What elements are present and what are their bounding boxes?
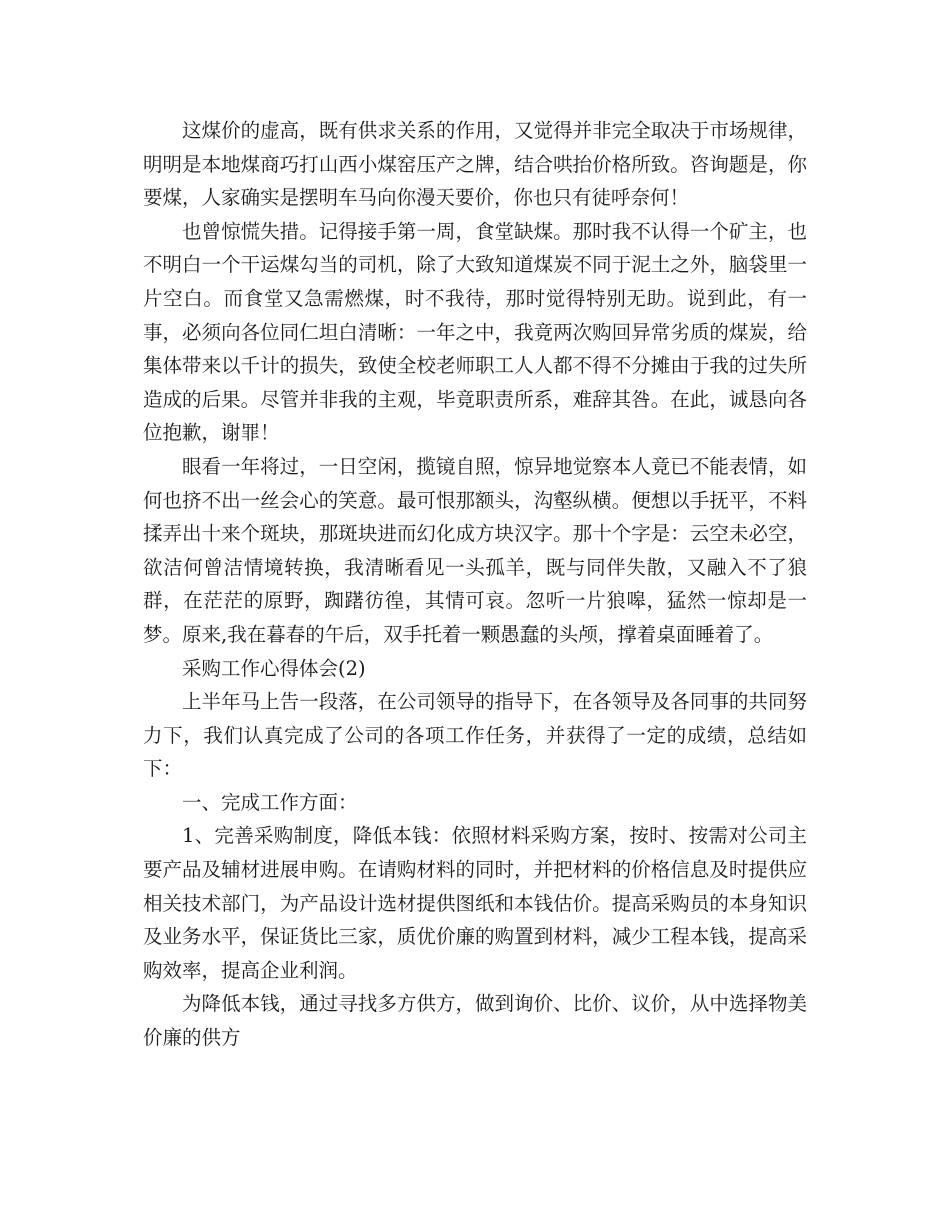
paragraph-coal-price: 这煤价的虚高，既有供求关系的作用，又觉得并非完全取决于市场规律，明明是本地煤商巧打山西小煤窑压产之牌，结合哄抬价格所致。咨询题是，你要煤，人家确实是摆明车马向你漫天要价，你也只有徒呼奈何！ (143, 119, 807, 210)
paragraph-panic: 也曾惊慌失措。记得接手第一周，食堂缺煤。那时我不认得一个矿主，也不明白一个干运煤勾当的司机，除了大致知道煤炭不同于泥土之外，脑袋里一片空白。而食堂又急需燃煤，时不我待，那时觉得特别无助。说到此，有一事，必须向各位同仁坦白清晰：一年之中，我竟两次购回异常劣质的煤炭，给集体带来以千计的损失，致使全校老师职工人人都不得不分摊由于我的过失所造成的后果。尽管并非我的主观，毕竟职责所系，难辞其咎。在此，诚恳向各位抱歉，谢罪！ (143, 219, 807, 445)
paragraph-summary-intro: 上半年马上告一段落，在公司领导的指导下，在各领导及各同事的共同努力下，我们认真完成了公司的各项工作任务，并获得了一定的成绩，总结如下： (143, 690, 807, 781)
section-title: 采购工作心得体会(2) (182, 656, 366, 680)
paragraph-cost-reduction: 为降低本钱，通过寻找多方供方，做到询价、比价、议价，从中选择物美价廉的供方 (143, 992, 807, 1050)
paragraph-item-1: 1、完善采购制度，降低本钱：依照材料采购方案，按时、按需对公司主要产品及辅材进展申购。在请购材料的同时，并把材料的价格信息及时提供应相关技术部门，为产品设计选材提供图纸和本钱估价。提高采购员的本身知识及业务水平，保证货比三家，质优价廉的购置到材料，减少工程本钱，提高采购效率，提高企业利润。 (143, 824, 807, 982)
document-body (143, 114, 807, 1055)
paragraph-mirror-dream: 眼看一年将过，一日空闲，揽镜自照，惊异地觉察本人竟已不能表情，如何也挤不出一丝会心的笑意。最可恨那额头，沟壑纵横。便想以手抚平，不料揉弄出十来个斑块，那斑块进而幻化成方块汉字。那十个字是：云空未必空，欲洁何曾洁情境转换，我清晰看见一头孤羊，既与同伴失散，又融入不了狼群，在茫茫的原野，踟躇彷徨，其情可哀。忽听一片狼嗥，猛然一惊却是一梦。原来,我在暮春的午后，双手托着一颗愚蠢的头颅，撑着桌面睡着了。 (143, 454, 807, 646)
subsection-title: 一、完成工作方面： (182, 790, 358, 814)
